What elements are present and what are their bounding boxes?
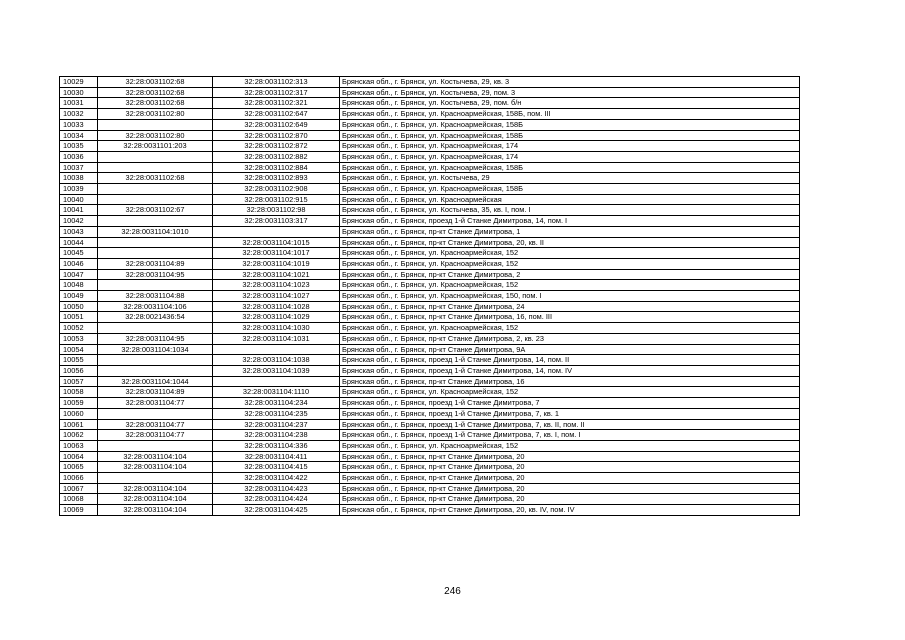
row-number-cell: 10031 (60, 98, 98, 109)
address-cell: Брянская обл., г. Брянск, пр-кт Станке Димитрова, 16 (340, 376, 800, 387)
row-number-cell: 10037 (60, 162, 98, 173)
parent-cadastral-number-cell (98, 365, 213, 376)
row-number-cell: 10029 (60, 77, 98, 88)
row-number-cell: 10038 (60, 173, 98, 184)
table-row (60, 312, 800, 323)
parent-cadastral-number-cell: 32:28:0031104:104 (98, 494, 213, 505)
row-number-cell: 10056 (60, 365, 98, 376)
row-number-cell: 10055 (60, 355, 98, 366)
cadastral-number-cell: 32:28:0031102:870 (213, 130, 340, 141)
address-cell: Брянская обл., г. Брянск, ул. Красноармейская, 174 (340, 141, 800, 152)
cadastral-number-cell: 32:28:0031104:1030 (213, 323, 340, 334)
row-number-cell: 10066 (60, 473, 98, 484)
table-row (60, 280, 800, 291)
parent-cadastral-number-cell: 32:28:0031104:88 (98, 291, 213, 302)
cadastral-number-cell: 32:28:0031104:1039 (213, 365, 340, 376)
cadastral-number-cell: 32:28:0031104:422 (213, 473, 340, 484)
cadastral-number-cell: 32:28:0031104:424 (213, 494, 340, 505)
cadastral-number-cell: 32:28:0031104:234 (213, 398, 340, 409)
parent-cadastral-number-cell: 32:28:0031104:89 (98, 387, 213, 398)
address-cell: Брянская обл., г. Брянск, ул. Красноармейская, 152 (340, 248, 800, 259)
parent-cadastral-number-cell: 32:28:0031104:104 (98, 483, 213, 494)
cadastral-number-cell: 32:28:0031104:238 (213, 430, 340, 441)
parent-cadastral-number-cell: 32:28:0031104:1044 (98, 376, 213, 387)
parent-cadastral-number-cell: 32:28:0031104:77 (98, 419, 213, 430)
cadastral-number-cell: 32:28:0031104:1028 (213, 301, 340, 312)
parent-cadastral-number-cell: 32:28:0031104:77 (98, 398, 213, 409)
row-number-cell: 10030 (60, 87, 98, 98)
row-number-cell: 10065 (60, 462, 98, 473)
table-row (60, 355, 800, 366)
parent-cadastral-number-cell (98, 323, 213, 334)
table-row (60, 398, 800, 409)
row-number-cell: 10042 (60, 216, 98, 227)
row-number-cell: 10061 (60, 419, 98, 430)
cadastral-number-cell: 32:28:0031104:1110 (213, 387, 340, 398)
cadastral-number-cell (213, 226, 340, 237)
table-row (60, 430, 800, 441)
cadastral-number-cell: 32:28:0031104:1019 (213, 258, 340, 269)
cadastral-number-cell: 32:28:0031102:882 (213, 151, 340, 162)
parent-cadastral-number-cell: 32:28:0031102:80 (98, 130, 213, 141)
cadastral-number-cell: 32:28:0031104:1038 (213, 355, 340, 366)
parent-cadastral-number-cell: 32:28:0031104:1034 (98, 344, 213, 355)
row-number-cell: 10054 (60, 344, 98, 355)
row-number-cell: 10045 (60, 248, 98, 259)
cadastral-number-cell: 32:28:0031104:235 (213, 408, 340, 419)
parent-cadastral-number-cell: 32:28:0031104:77 (98, 430, 213, 441)
address-cell: Брянская обл., г. Брянск, пр-кт Станке Димитрова, 20 (340, 462, 800, 473)
cadastral-number-cell: 32:28:0031102:647 (213, 109, 340, 120)
registry-table (59, 76, 800, 516)
parent-cadastral-number-cell: 32:28:0031102:80 (98, 109, 213, 120)
parent-cadastral-number-cell (98, 119, 213, 130)
parent-cadastral-number-cell: 32:28:0031104:106 (98, 301, 213, 312)
parent-cadastral-number-cell (98, 162, 213, 173)
parent-cadastral-number-cell (98, 237, 213, 248)
parent-cadastral-number-cell: 32:28:0031104:1010 (98, 226, 213, 237)
address-cell: Брянская обл., г. Брянск, ул. Костычева, 29, кв. 3 (340, 77, 800, 88)
row-number-cell: 10058 (60, 387, 98, 398)
cadastral-number-cell: 32:28:0031104:411 (213, 451, 340, 462)
cadastral-number-cell: 32:28:0031102:317 (213, 87, 340, 98)
cadastral-number-cell: 32:28:0031104:1021 (213, 269, 340, 280)
registry-table-body (60, 77, 800, 516)
table-row (60, 301, 800, 312)
address-cell: Брянская обл., г. Брянск, ул. Красноармейская, 152 (340, 280, 800, 291)
table-row (60, 119, 800, 130)
parent-cadastral-number-cell (98, 151, 213, 162)
row-number-cell: 10044 (60, 237, 98, 248)
table-row (60, 333, 800, 344)
address-cell: Брянская обл., г. Брянск, пр-кт Станке Димитрова, 2 (340, 269, 800, 280)
row-number-cell: 10033 (60, 119, 98, 130)
table-row (60, 162, 800, 173)
row-number-cell: 10052 (60, 323, 98, 334)
parent-cadastral-number-cell (98, 248, 213, 259)
parent-cadastral-number-cell: 32:28:0031102:68 (98, 77, 213, 88)
address-cell: Брянская обл., г. Брянск, ул. Красноармейская, 152 (340, 387, 800, 398)
parent-cadastral-number-cell: 32:28:0031102:68 (98, 173, 213, 184)
address-cell: Брянская обл., г. Брянск, ул. Красноармейская, 174 (340, 151, 800, 162)
address-cell: Брянская обл., г. Брянск, пр-кт Станке Димитрова, 20 (340, 483, 800, 494)
cadastral-number-cell: 32:28:0031104:415 (213, 462, 340, 473)
table-row (60, 205, 800, 216)
table-row (60, 226, 800, 237)
table-row (60, 451, 800, 462)
parent-cadastral-number-cell (98, 440, 213, 451)
row-number-cell: 10036 (60, 151, 98, 162)
parent-cadastral-number-cell: 32:28:0031101:203 (98, 141, 213, 152)
table-row (60, 237, 800, 248)
address-cell: Брянская обл., г. Брянск, ул. Красноармейская, 152 (340, 440, 800, 451)
cadastral-number-cell: 32:28:0031104:425 (213, 505, 340, 516)
page-number: 246 (444, 586, 461, 597)
row-number-cell: 10067 (60, 483, 98, 494)
table-row (60, 323, 800, 334)
cadastral-number-cell (213, 376, 340, 387)
cadastral-number-cell: 32:28:0031104:1027 (213, 291, 340, 302)
table-row (60, 194, 800, 205)
row-number-cell: 10034 (60, 130, 98, 141)
table-row (60, 248, 800, 259)
row-number-cell: 10063 (60, 440, 98, 451)
cadastral-number-cell: 32:28:0031102:915 (213, 194, 340, 205)
row-number-cell: 10047 (60, 269, 98, 280)
address-cell: Брянская обл., г. Брянск, пр-кт Станке Димитрова, 20, кв. II (340, 237, 800, 248)
row-number-cell: 10049 (60, 291, 98, 302)
address-cell: Брянская обл., г. Брянск, ул. Красноармейская (340, 194, 800, 205)
parent-cadastral-number-cell (98, 194, 213, 205)
parent-cadastral-number-cell: 32:28:0031104:89 (98, 258, 213, 269)
table-row (60, 130, 800, 141)
address-cell: Брянская обл., г. Брянск, проезд 1-й Станке Димитрова, 14, пом. I (340, 216, 800, 227)
row-number-cell: 10060 (60, 408, 98, 419)
address-cell: Брянская обл., г. Брянск, пр-кт Станке Димитрова, 16, пом. III (340, 312, 800, 323)
parent-cadastral-number-cell (98, 184, 213, 195)
address-cell: Брянская обл., г. Брянск, пр-кт Станке Димитрова, 20 (340, 473, 800, 484)
row-number-cell: 10057 (60, 376, 98, 387)
parent-cadastral-number-cell: 32:28:0031102:68 (98, 87, 213, 98)
table-row (60, 387, 800, 398)
row-number-cell: 10069 (60, 505, 98, 516)
address-cell: Брянская обл., г. Брянск, проезд 1-й Станке Димитрова, 7 (340, 398, 800, 409)
address-cell: Брянская обл., г. Брянск, проезд 1-й Станке Димитрова, 7, кв. I, пом. I (340, 430, 800, 441)
table-row (60, 269, 800, 280)
row-number-cell: 10039 (60, 184, 98, 195)
address-cell: Брянская обл., г. Брянск, проезд 1-й Станке Димитрова, 7, кв. 1 (340, 408, 800, 419)
table-row (60, 483, 800, 494)
address-cell: Брянская обл., г. Брянск, проезд 1-й Станке Димитрова, 14, пом. IV (340, 365, 800, 376)
table-row (60, 473, 800, 484)
parent-cadastral-number-cell: 32:28:0031102:67 (98, 205, 213, 216)
row-number-cell: 10062 (60, 430, 98, 441)
parent-cadastral-number-cell: 32:28:0031104:95 (98, 269, 213, 280)
address-cell: Брянская обл., г. Брянск, пр-кт Станке Димитрова, 20 (340, 494, 800, 505)
cadastral-number-cell: 32:28:0031102:884 (213, 162, 340, 173)
table-row (60, 505, 800, 516)
row-number-cell: 10046 (60, 258, 98, 269)
address-cell: Брянская обл., г. Брянск, пр-кт Станке Димитрова, 1 (340, 226, 800, 237)
table-row (60, 87, 800, 98)
cadastral-number-cell: 32:28:0031104:336 (213, 440, 340, 451)
address-cell: Брянская обл., г. Брянск, ул. Красноармейская, 158Б (340, 184, 800, 195)
address-cell: Брянская обл., г. Брянск, проезд 1-й Станке Димитрова, 14, пом. II (340, 355, 800, 366)
table-row (60, 258, 800, 269)
cadastral-number-cell: 32:28:0031102:893 (213, 173, 340, 184)
cadastral-number-cell: 32:28:0031102:649 (213, 119, 340, 130)
address-cell: Брянская обл., г. Брянск, ул. Костычева, 29, пом. 3 (340, 87, 800, 98)
table-row (60, 291, 800, 302)
parent-cadastral-number-cell (98, 473, 213, 484)
parent-cadastral-number-cell: 32:28:0031104:104 (98, 462, 213, 473)
cadastral-number-cell: 32:28:0031104:423 (213, 483, 340, 494)
table-row (60, 216, 800, 227)
parent-cadastral-number-cell: 32:28:0031104:95 (98, 333, 213, 344)
address-cell: Брянская обл., г. Брянск, ул. Красноармейская, 158Б (340, 119, 800, 130)
address-cell: Брянская обл., г. Брянск, ул. Красноармейская, 158Б (340, 162, 800, 173)
address-cell: Брянская обл., г. Брянск, проезд 1-й Станке Димитрова, 7, кв. II, пом. II (340, 419, 800, 430)
row-number-cell: 10053 (60, 333, 98, 344)
cadastral-number-cell: 32:28:0031104:1015 (213, 237, 340, 248)
row-number-cell: 10043 (60, 226, 98, 237)
row-number-cell: 10048 (60, 280, 98, 291)
table-row (60, 98, 800, 109)
cadastral-number-cell: 32:28:0031102:872 (213, 141, 340, 152)
cadastral-number-cell (213, 344, 340, 355)
cadastral-number-cell: 32:28:0031104:1029 (213, 312, 340, 323)
parent-cadastral-number-cell (98, 280, 213, 291)
address-cell: Брянская обл., г. Брянск, ул. Красноармейская, 150, пом. I (340, 291, 800, 302)
address-cell: Брянская обл., г. Брянск, ул. Костычева, 29 (340, 173, 800, 184)
table-row (60, 109, 800, 120)
cadastral-number-cell: 32:28:0031104:237 (213, 419, 340, 430)
table-row (60, 365, 800, 376)
row-number-cell: 10059 (60, 398, 98, 409)
parent-cadastral-number-cell: 32:28:0021436:54 (98, 312, 213, 323)
parent-cadastral-number-cell: 32:28:0031104:104 (98, 451, 213, 462)
parent-cadastral-number-cell: 32:28:0031102:68 (98, 98, 213, 109)
address-cell: Брянская обл., г. Брянск, пр-кт Станке Димитрова, 2, кв. 23 (340, 333, 800, 344)
row-number-cell: 10051 (60, 312, 98, 323)
cadastral-number-cell: 32:28:0031104:1023 (213, 280, 340, 291)
address-cell: Брянская обл., г. Брянск, ул. Красноармейская, 152 (340, 258, 800, 269)
row-number-cell: 10035 (60, 141, 98, 152)
cadastral-number-cell: 32:28:0031102:98 (213, 205, 340, 216)
table-row (60, 77, 800, 88)
address-cell: Брянская обл., г. Брянск, ул. Красноармейская, 158Б (340, 130, 800, 141)
address-cell: Брянская обл., г. Брянск, ул. Костычева, 35, кв. I, пом. I (340, 205, 800, 216)
cadastral-number-cell: 32:28:0031102:908 (213, 184, 340, 195)
cadastral-number-cell: 32:28:0031104:1017 (213, 248, 340, 259)
parent-cadastral-number-cell (98, 216, 213, 227)
row-number-cell: 10040 (60, 194, 98, 205)
cadastral-number-cell: 32:28:0031102:321 (213, 98, 340, 109)
table-row (60, 141, 800, 152)
row-number-cell: 10041 (60, 205, 98, 216)
table-row (60, 151, 800, 162)
address-cell: Брянская обл., г. Брянск, пр-кт Станке Димитрова, 24 (340, 301, 800, 312)
address-cell: Брянская обл., г. Брянск, пр-кт Станке Димитрова, 9А (340, 344, 800, 355)
address-cell: Брянская обл., г. Брянск, ул. Костычева, 29, пом. б/н (340, 98, 800, 109)
cadastral-number-cell: 32:28:0031102:313 (213, 77, 340, 88)
table-row (60, 419, 800, 430)
parent-cadastral-number-cell (98, 355, 213, 366)
address-cell: Брянская обл., г. Брянск, пр-кт Станке Димитрова, 20 (340, 451, 800, 462)
table-row (60, 408, 800, 419)
row-number-cell: 10032 (60, 109, 98, 120)
row-number-cell: 10050 (60, 301, 98, 312)
row-number-cell: 10068 (60, 494, 98, 505)
cadastral-number-cell: 32:28:0031104:1031 (213, 333, 340, 344)
table-row (60, 173, 800, 184)
address-cell: Брянская обл., г. Брянск, пр-кт Станке Димитрова, 20, кв. IV, пом. IV (340, 505, 800, 516)
parent-cadastral-number-cell: 32:28:0031104:104 (98, 505, 213, 516)
row-number-cell: 10064 (60, 451, 98, 462)
table-row (60, 494, 800, 505)
table-row (60, 440, 800, 451)
table-row (60, 184, 800, 195)
table-row (60, 344, 800, 355)
parent-cadastral-number-cell (98, 408, 213, 419)
table-row (60, 462, 800, 473)
address-cell: Брянская обл., г. Брянск, ул. Красноармейская, 152 (340, 323, 800, 334)
cadastral-number-cell: 32:28:0031103:317 (213, 216, 340, 227)
table-row (60, 376, 800, 387)
address-cell: Брянская обл., г. Брянск, ул. Красноармейская, 158Б, пом. III (340, 109, 800, 120)
